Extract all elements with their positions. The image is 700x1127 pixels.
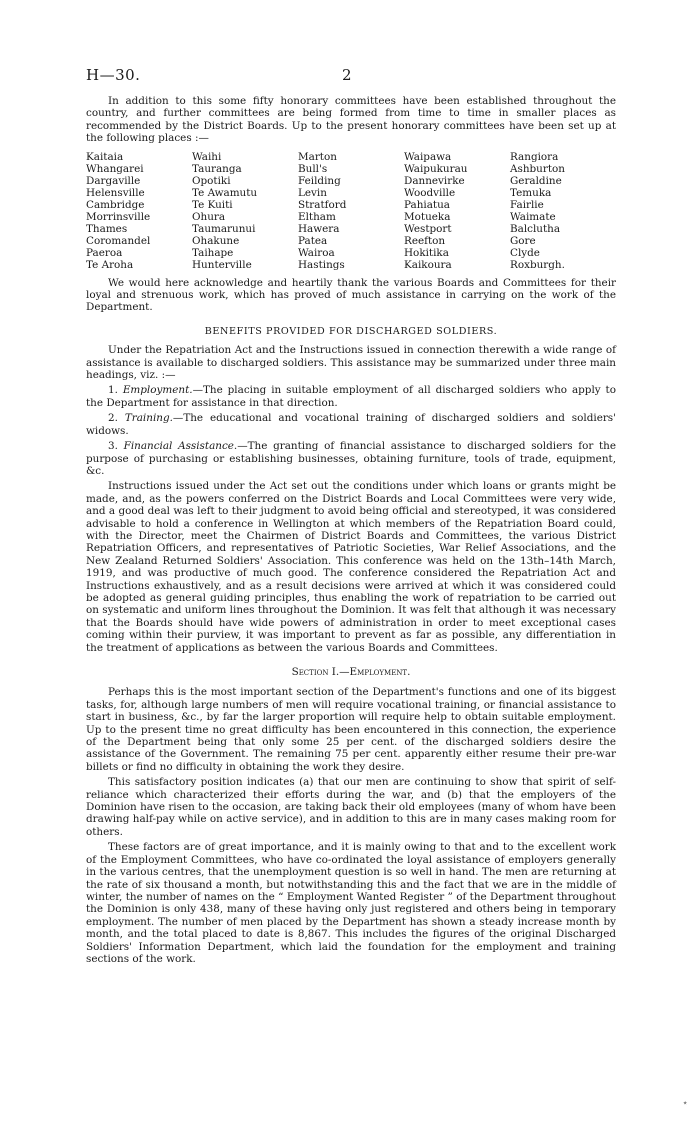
benefit-title: Training. (124, 412, 173, 425)
place-name: Rangiora (510, 150, 559, 163)
place-name: Reefton (404, 234, 446, 247)
place-name: Te Kuiti (192, 198, 233, 211)
benefit-number: 1. (108, 384, 118, 397)
benefit-title: Employment. (122, 384, 193, 397)
place-name: Dannevirke (404, 174, 465, 187)
place-name: Motueka (404, 210, 451, 223)
place-name: Geraldine (510, 174, 562, 187)
benefit-item-financial (86, 440, 616, 477)
place-name: Marton (298, 150, 337, 163)
place-name: Eltham (298, 210, 336, 223)
place-name: Morrinsville (86, 210, 151, 223)
place-name: Stratford (298, 198, 347, 211)
place-name: Hastings (298, 258, 345, 271)
instructions-paragraph: Instructions issued under the Act set out the conditions under which loans or grants might be made, and, as the powers conferred on the District Boards and Local Committees were very wide, and a good deal was left to their judgment to avoid being official and stereotyped, it was considered advisable to hold a conference in Wellington at which members of the Repatriation Board could, with the Director, meet the Chairmen of District Boards and Committees, the various District Repatriation Officers, and representatives of Patriotic Societies, War Relief Associations, and the New Zealand Returned Soldiers' Association. This conference was held on the 13th–14th March, 1919, and was productive of much good. The conference considered the Repatriation Act and Instructions exhaustively, and as a result decisions were arrived at which it was considered could be adopted as general guiding principles, thus enabling the work of repatriation to be carried out on systematic and uniform lines throughout the Dominion. It was felt that although it was necessary that the Boards should have wide powers of administration in order to meet exceptional cases coming within their purview, it was important to prevent as far as possible, any differentiation in the treatment of applications as between the various Boards and Committees. (86, 480, 616, 654)
place-name: Waimate (510, 210, 556, 223)
section-employment-heading: Section I.—Employment. (291, 666, 411, 678)
place-name: Tauranga (192, 162, 242, 175)
benefit-item-training (86, 412, 616, 437)
benefit-number: 2. (108, 412, 118, 425)
place-name: Temuka (510, 186, 552, 199)
benefit-item-employment (86, 384, 616, 409)
place-name: Te Awamutu (192, 186, 258, 199)
place-name: Feilding (298, 174, 341, 187)
place-name: Hawera (298, 222, 340, 235)
place-name: Ashburton (510, 162, 565, 175)
place-name: Taihape (192, 246, 234, 259)
place-name: Bull's (298, 162, 328, 175)
place-name: Balclutha (510, 222, 561, 235)
place-name: Dargaville (86, 174, 141, 187)
place-name: Kaitaia (86, 150, 124, 163)
benefit-number: 3. (108, 440, 118, 453)
place-name: Waihi (192, 150, 222, 163)
place-name: Ohura (192, 210, 226, 223)
acknowledgement-paragraph: We would here acknowledge and heartily thank the various Boards and Committees for their loyal and strenuous work, which has proved of much assistance in carrying on the work of the Department. (86, 276, 616, 314)
place-name: Clyde (510, 246, 540, 259)
place-name: Opotiki (192, 174, 231, 187)
place-name: Wairoa (298, 246, 335, 259)
benefit-title: Financial Assistance. (123, 440, 238, 453)
employment-paragraph-2: This satisfactory position indicates (a) that our men are continuing to show that spirit of self-reliance which characterized their efforts during the war, and (b) that the employers of the Dominion have risen to the occasion, are taking back their old employees (many of whom have been drawing half-pay while on active service), and in addition to this are in many cases making room for others. (86, 776, 616, 838)
benefit-text: —The placing in suitable employment of all discharged soldiers who apply to the Department for assistance in that direction. (86, 384, 616, 409)
place-name: Woodville (404, 186, 456, 199)
benefits-heading: BENEFITS PROVIDED FOR DISCHARGED SOLDIERS. (204, 325, 498, 337)
place-name: Thames (86, 222, 128, 235)
employment-paragraph-3: These factors are of great importance, and it is mainly owing to that and to the excellent work of the Employment Committees, who have co-ordinated the loyal assistance of employers generally in the various centres, that the unemployment question is so well in hand. The men are returning at the rate of six thousand a month, but notwithstanding this and the fact that we are in the middle of winter, the number of names on the “ Employment Wanted Register ” of the Department throughout the Dominion is only 438, many of these having only just registered and others being in temporary employment. The number of men placed by the Department has shown a steady increase month by month, and the total placed to date is 8,867. This includes the figures of the original Discharged Soldiers' Information Department, which laid the foundation for the employment and training sections of the work. (86, 841, 616, 965)
place-name: Patea (298, 234, 328, 247)
page-number: 2 (342, 66, 352, 84)
place-name: Gore (510, 234, 536, 247)
place-name: Cambridge (86, 198, 145, 211)
benefit-text: —The educational and vocational training of discharged soldiers and soldiers' widows. (86, 412, 616, 437)
place-name: Taumarunui (192, 222, 256, 235)
place-name: Whangarei (86, 162, 144, 175)
employment-paragraph-1: Perhaps this is the most important section of the Department's functions and one of its biggest tasks, for, although large numbers of men will require vocational training, or financial assistance to start in business, &c., by far the larger proportion will require help to obtain suitable employment. Up to the present time no great difficulty has been encountered in this connection, the experience of the Department being that only some 25 per cent. of the discharged soldiers desire the assistance of the Government. The remaining 75 per cent. apparently either resume their pre-war billets or find no difficulty in obtaining the work they desire. (86, 686, 616, 773)
place-name: Ohakune (192, 234, 240, 247)
benefits-intro: Under the Repatriation Act and the Instructions issued in connection therewith a wide range of assistance is available to discharged soldiers. This assistance may be summarized under three main headings, viz. :— (86, 344, 616, 382)
place-name: Roxburgh. (510, 258, 565, 271)
benefit-text: —The granting of financial assistance to discharged soldiers for the purpose of purchasing or establishing businesses, obtaining furniture, tools of trade, equipment, &c. (86, 440, 616, 477)
place-name: Coromandel (86, 234, 151, 247)
place-name: Hunterville (192, 258, 252, 271)
place-name: Hokitika (404, 246, 449, 259)
intro-paragraph: In addition to this some fifty honorary committees have been established throughout the country, and further committees are being formed from time to time in smaller places as recommended by the District Boards. Up to the present honorary committees have been set up at the following places :— (86, 95, 616, 145)
report-reference: H—30. (86, 66, 141, 84)
scan-mark-icon: ⋆ (682, 1098, 689, 1109)
place-name: Kaikoura (404, 258, 452, 271)
place-name: Fairlie (510, 198, 544, 211)
place-name: Pahiatua (404, 198, 450, 211)
committee-places-list (86, 151, 616, 271)
place-name: Westport (404, 222, 452, 235)
place-name: Helensville (86, 186, 145, 199)
place-name: Te Aroha (86, 258, 134, 271)
place-name: Waipawa (404, 150, 452, 163)
place-name: Paeroa (86, 246, 123, 259)
place-name: Waipukurau (404, 162, 468, 175)
page-body (86, 95, 616, 968)
place-name: Levin (298, 186, 327, 199)
